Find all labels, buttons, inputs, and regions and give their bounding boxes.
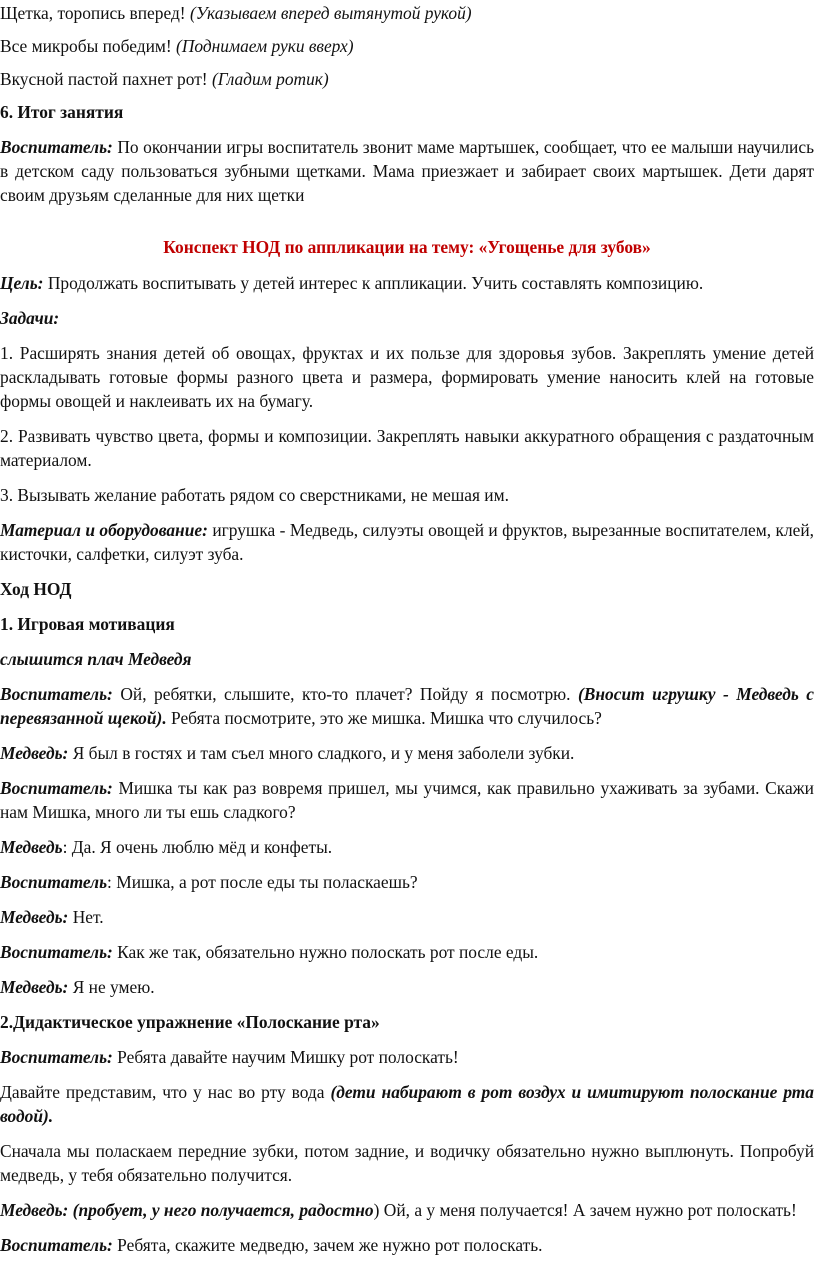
verse-line-1 xyxy=(0,1,814,25)
dialogue-line xyxy=(0,1080,814,1128)
goal-label: Цель: xyxy=(0,273,44,293)
verse-action: (Поднимаем руки вверх) xyxy=(176,36,354,56)
dialogue-line xyxy=(0,905,814,929)
task-item-3: 3. Вызывать желание работать рядом со сверстниками, не мешая им. xyxy=(0,485,509,505)
goal-paragraph xyxy=(0,271,814,295)
dialogue-text: Как же так, обязательно нужно полоскать рот после еды. xyxy=(112,942,539,962)
speaker-label: Медведь: xyxy=(0,977,69,997)
stage-cue: слышится плач Медведя xyxy=(0,649,192,669)
section-6-paragraph xyxy=(0,135,814,207)
dialogue-line: Сначала мы поласкаем передние зубки, потом задние, и водичку обязательно нужно выплюнуть. Попробуй медведь, у тебя обязательно получится. xyxy=(0,1141,814,1185)
material-label: Материал и оборудование: xyxy=(0,520,208,540)
verse-text: Щетка, торопись вперед! xyxy=(0,3,190,23)
dialogue-line xyxy=(0,1233,814,1257)
dialogue-line xyxy=(0,975,814,999)
dialogue-line xyxy=(0,1045,814,1069)
verse-action: (Указываем вперед вытянутой рукой) xyxy=(189,3,472,23)
dialogue-text: Ребята посмотрите, это же мишка. Мишка что случилось? xyxy=(166,708,602,728)
material-paragraph xyxy=(0,518,814,566)
speaker-label: Медведь: xyxy=(0,907,69,927)
tasks-label: Задачи: xyxy=(0,308,60,328)
dialogue-text: Ой, ребятки, слышите, кто-то плачет? Пойду я посмотрю. xyxy=(112,684,578,704)
dialogue-line xyxy=(0,1198,814,1222)
task-item-2: 2. Развивать чувство цвета, формы и композиции. Закреплять навыки аккуратного обращения с раздаточным материалом. xyxy=(0,426,814,470)
paragraph-text: По окончании игры воспитатель звонит маме мартышек, сообщает, что ее малыши научились в детском саду пользоваться зубными щетками. Мама приезжает и забирает своих мартышек. Дети дарят своим друзьям сделанные для них щетки xyxy=(0,137,814,205)
dialogue-text: Ребята давайте научим Мишку рот полоскать! xyxy=(112,1047,459,1067)
dialogue-text: Давайте представим, что у нас во рту вода xyxy=(0,1082,331,1102)
dialogue-line xyxy=(0,682,814,730)
dialogue-line xyxy=(0,741,814,765)
part-2-heading: 2.Дидактическое упражнение «Полоскание рта» xyxy=(0,1012,380,1032)
speaker-label: Воспитатель: xyxy=(0,137,113,157)
speaker-label: Медведь: xyxy=(0,743,69,763)
dialogue-text: Я был в гостях и там съел много сладкого, и у меня заболели зубки. xyxy=(68,743,575,763)
stage-direction: (Вносит игрушку - Медведь с перевязанной щекой). xyxy=(0,684,814,728)
goal-text: Продолжать воспитывать у детей интерес к аппликации. Учить составлять композицию. xyxy=(43,273,704,293)
dialogue-line xyxy=(0,940,814,964)
dialogue-line xyxy=(0,835,814,859)
speaker-label: Медведь: (пробует, у него получается, радостно xyxy=(0,1200,374,1220)
dialogue-line xyxy=(0,870,814,894)
verse-text: Вкусной пастой пахнет рот! xyxy=(0,69,212,89)
dialogue-text: : Мишка, а рот после еды ты поласкаешь? xyxy=(107,872,418,892)
stage-direction: (дети набирают в рот воздух и имитируют полоскание рта водой). xyxy=(0,1082,815,1126)
dialogue-text: ) Ой, а у меня получается! А зачем нужно рот полоскать! xyxy=(373,1200,797,1220)
dialogue-text: Нет. xyxy=(68,907,104,927)
task-item-1: 1. Расширять знания детей об овощах, фруктах и их пользе для здоровья зубов. Закреплять умение детей раскладывать готовые формы разного цвета и размера, формировать умение наносить клей на готовые формы овощей и наклеивать их на бумагу. xyxy=(0,343,814,411)
dialogue-line xyxy=(0,776,814,824)
speaker-label: Воспитатель: xyxy=(0,1235,113,1255)
dialogue-text: Ребята, скажите медведю, зачем же нужно рот полоскать. xyxy=(112,1235,543,1255)
course-heading: Ход НОД xyxy=(0,579,72,599)
section-6-heading: 6. Итог занятия xyxy=(0,102,124,122)
dialogue-text: Я не умею. xyxy=(68,977,155,997)
speaker-label: Воспитатель: xyxy=(0,942,113,962)
speaker-label: Воспитатель: xyxy=(0,778,113,798)
verse-line-3 xyxy=(0,67,814,91)
material-text: игрушка - Медведь, силуэты овощей и фруктов, вырезанные воспитателем, клей, кисточки, салфетки, силуэт зуба. xyxy=(0,520,815,564)
part-1-heading: 1. Игровая мотивация xyxy=(0,614,175,634)
verse-text: Все микробы победим! xyxy=(0,36,177,56)
dialogue-text: Мишка ты как раз вовремя пришел, мы учимся, как правильно ухаживать за зубами. Скажи нам Мишка, много ли ты ешь сладкого? xyxy=(0,778,814,822)
page-title: Конспект НОД по аппликации на тему: «Угощенье для зубов» xyxy=(163,237,651,257)
speaker-label: Воспитатель: xyxy=(0,1047,113,1067)
speaker-label: Медведь xyxy=(0,837,63,857)
dialogue-text: : Да. Я очень люблю мёд и конфеты. xyxy=(62,837,333,857)
verse-action: (Гладим ротик) xyxy=(211,69,329,89)
verse-line-2 xyxy=(0,34,814,58)
speaker-label: Воспитатель xyxy=(0,872,108,892)
speaker-label: Воспитатель: xyxy=(0,684,113,704)
